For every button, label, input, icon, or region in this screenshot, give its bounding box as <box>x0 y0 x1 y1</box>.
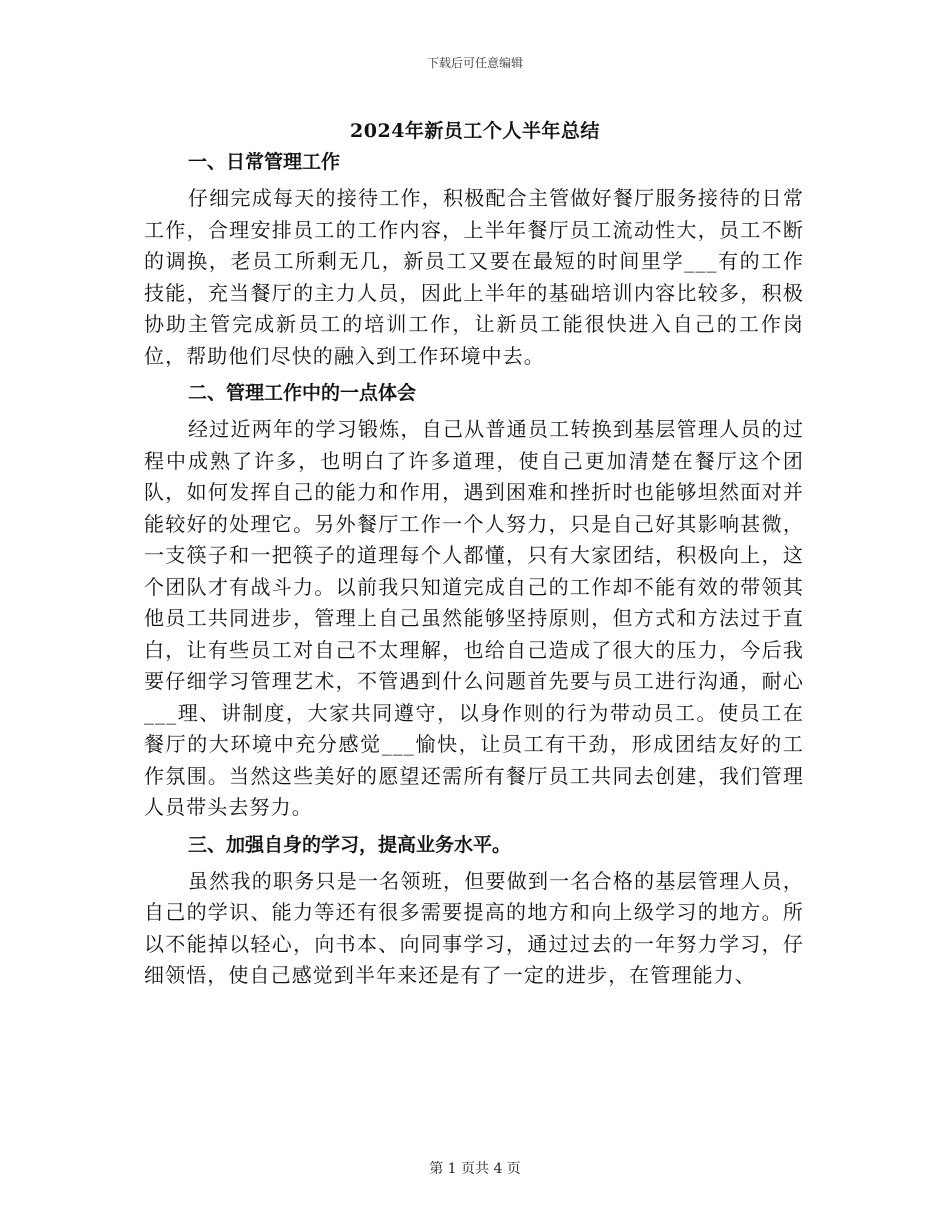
section-heading-1: 一、日常管理工作 <box>188 151 341 173</box>
download-note: 下载后可任意编辑 <box>426 56 523 70</box>
document-title: 2024年新员工个人半年总结 <box>350 120 600 142</box>
document-body <box>144 147 804 998</box>
section-heading-2: 二、管理工作中的一点体会 <box>188 382 417 404</box>
page-number: 第 1 页共 4 页 <box>429 1161 521 1177</box>
section-paragraph-2: 经过近两年的学习锻炼，自己从普通员工转换到基层管理人员的过程中成熟了许多，也明白了许多道理，使自己更加清楚在餐厅这个团队，如何发挥自己的能力和作用，遇到困难和挫折时也能够坦然面对并能较好的处理它。另外餐厅工作一个人努力，只是自己好其影响甚微，一支筷子和一把筷子的道理每个人都懂，只有大家团结，积极向上，这个团队才有战斗力。以前我只知道完成自己的工作却不能有效的带领其他员工共同进步，管理上自己虽然能够坚持原则，但方式和方法过于直白，让有些员工对自己不太理解，也给自己造成了很大的压力，今后我要仔细学习管理艺术，不管遇到什么问题首先要与员工进行沟通，耐心___理、讲制度，大家共同遵守，以身作则的行为带动员工。使员工在餐厅的大环境中充分感觉___愉快，让员工有干劲，形成团结友好的工作氛围。当然这些美好的愿望还需所有餐厅员工共同去创建，我们管理人员带头去努力。 <box>144 417 804 819</box>
section-paragraph-1: 仔细完成每天的接待工作，积极配合主管做好餐厅服务接待的日常工作，合理安排员工的工作内容，上半年餐厅员工流动性大，员工不断的调换，老员工所剩无几，新员工又要在最短的时间里学___有的工作技能，充当餐厅的主力人员，因此上半年的基础培训内容比较多，积极协助主管完成新员工的培训工作，让新员工能很快进入自己的工作岗位，帮助他们尽快的融入到工作环境中去。 <box>144 186 804 368</box>
section-heading-3: 三、加强自身的学习，提高业务水平。 <box>188 833 512 856</box>
section-paragraph-3: 虽然我的职务只是一名领班，但要做到一名合格的基层管理人员，自己的学识、能力等还有很多需要提高的地方和向上级学习的地方。所以不能掉以轻心，向书本、向同事学习，通过过去的一年努力学习，仔细领悟，使自己感觉到半年来还是有了一定的进步，在管理能力、 <box>144 868 804 987</box>
